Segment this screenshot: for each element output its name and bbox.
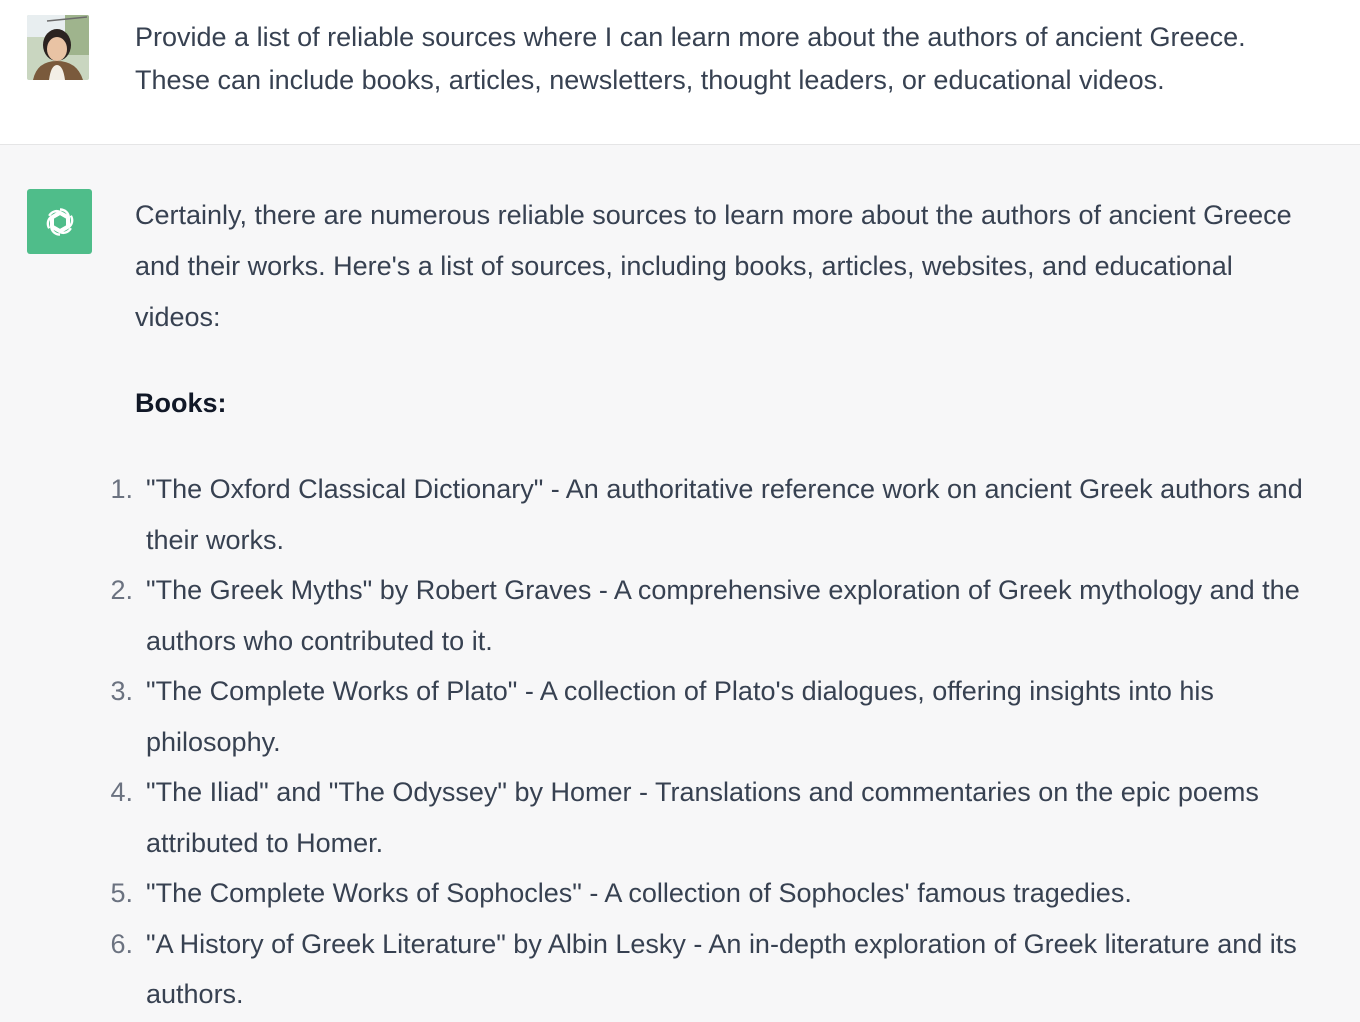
user-message-line-1: Provide a list of reliable sources where I can learn more about the authors of ancient Greece. (135, 22, 1246, 52)
list-item (110, 919, 1305, 1020)
user-message-line-2: These can include books, articles, newsletters, thought leaders, or educational videos. (135, 65, 1165, 95)
user-message-text (135, 16, 1335, 102)
assistant-intro: Certainly, there are numerous reliable sources to learn more about the authors of ancient Greece and their works. Here's a list of sources, including books, articles, websites, and educational videos: (135, 200, 1292, 332)
openai-logo-icon (41, 203, 79, 241)
assistant-message-text (110, 190, 1305, 1020)
list-item (110, 565, 1305, 666)
assistant-message (0, 145, 1360, 1022)
list-item-text: "The Complete Works of Plato" - A collection of Plato's dialogues, offering insights into his philosophy. (146, 676, 1214, 757)
list-item-number: 1. (110, 474, 133, 504)
list-item-number: 3. (110, 676, 133, 706)
assistant-avatar (27, 189, 92, 254)
user-photo-avatar (27, 15, 89, 80)
list-item-text: "The Oxford Classical Dictionary" - An authoritative reference work on ancient Greek authors and their works. (146, 474, 1303, 555)
list-item-text: "The Complete Works of Sophocles" - A collection of Sophocles' famous tragedies. (146, 878, 1132, 908)
list-item-text: "The Iliad" and "The Odyssey" by Homer - Translations and commentaries on the epic poems attributed to Homer. (146, 777, 1259, 858)
list-item-number: 4. (110, 777, 133, 807)
list-item-number: 6. (110, 928, 133, 959)
books-heading: Books: (135, 388, 227, 418)
list-item-text: "A History of Greek Literature" by Albin Lesky - An in-depth exploration of Greek literature and its authors. (146, 928, 1297, 1009)
list-item (110, 767, 1305, 868)
list-item (110, 868, 1305, 919)
user-message (0, 0, 1360, 145)
list-item-number: 5. (110, 878, 133, 908)
list-item-text: "The Greek Myths" by Robert Graves - A comprehensive exploration of Greek mythology and the authors who contributed to it. (146, 575, 1300, 656)
user-avatar (27, 15, 89, 80)
list-item-number: 2. (110, 575, 133, 605)
list-item (110, 464, 1305, 565)
books-list (110, 464, 1305, 1020)
list-item (110, 666, 1305, 767)
